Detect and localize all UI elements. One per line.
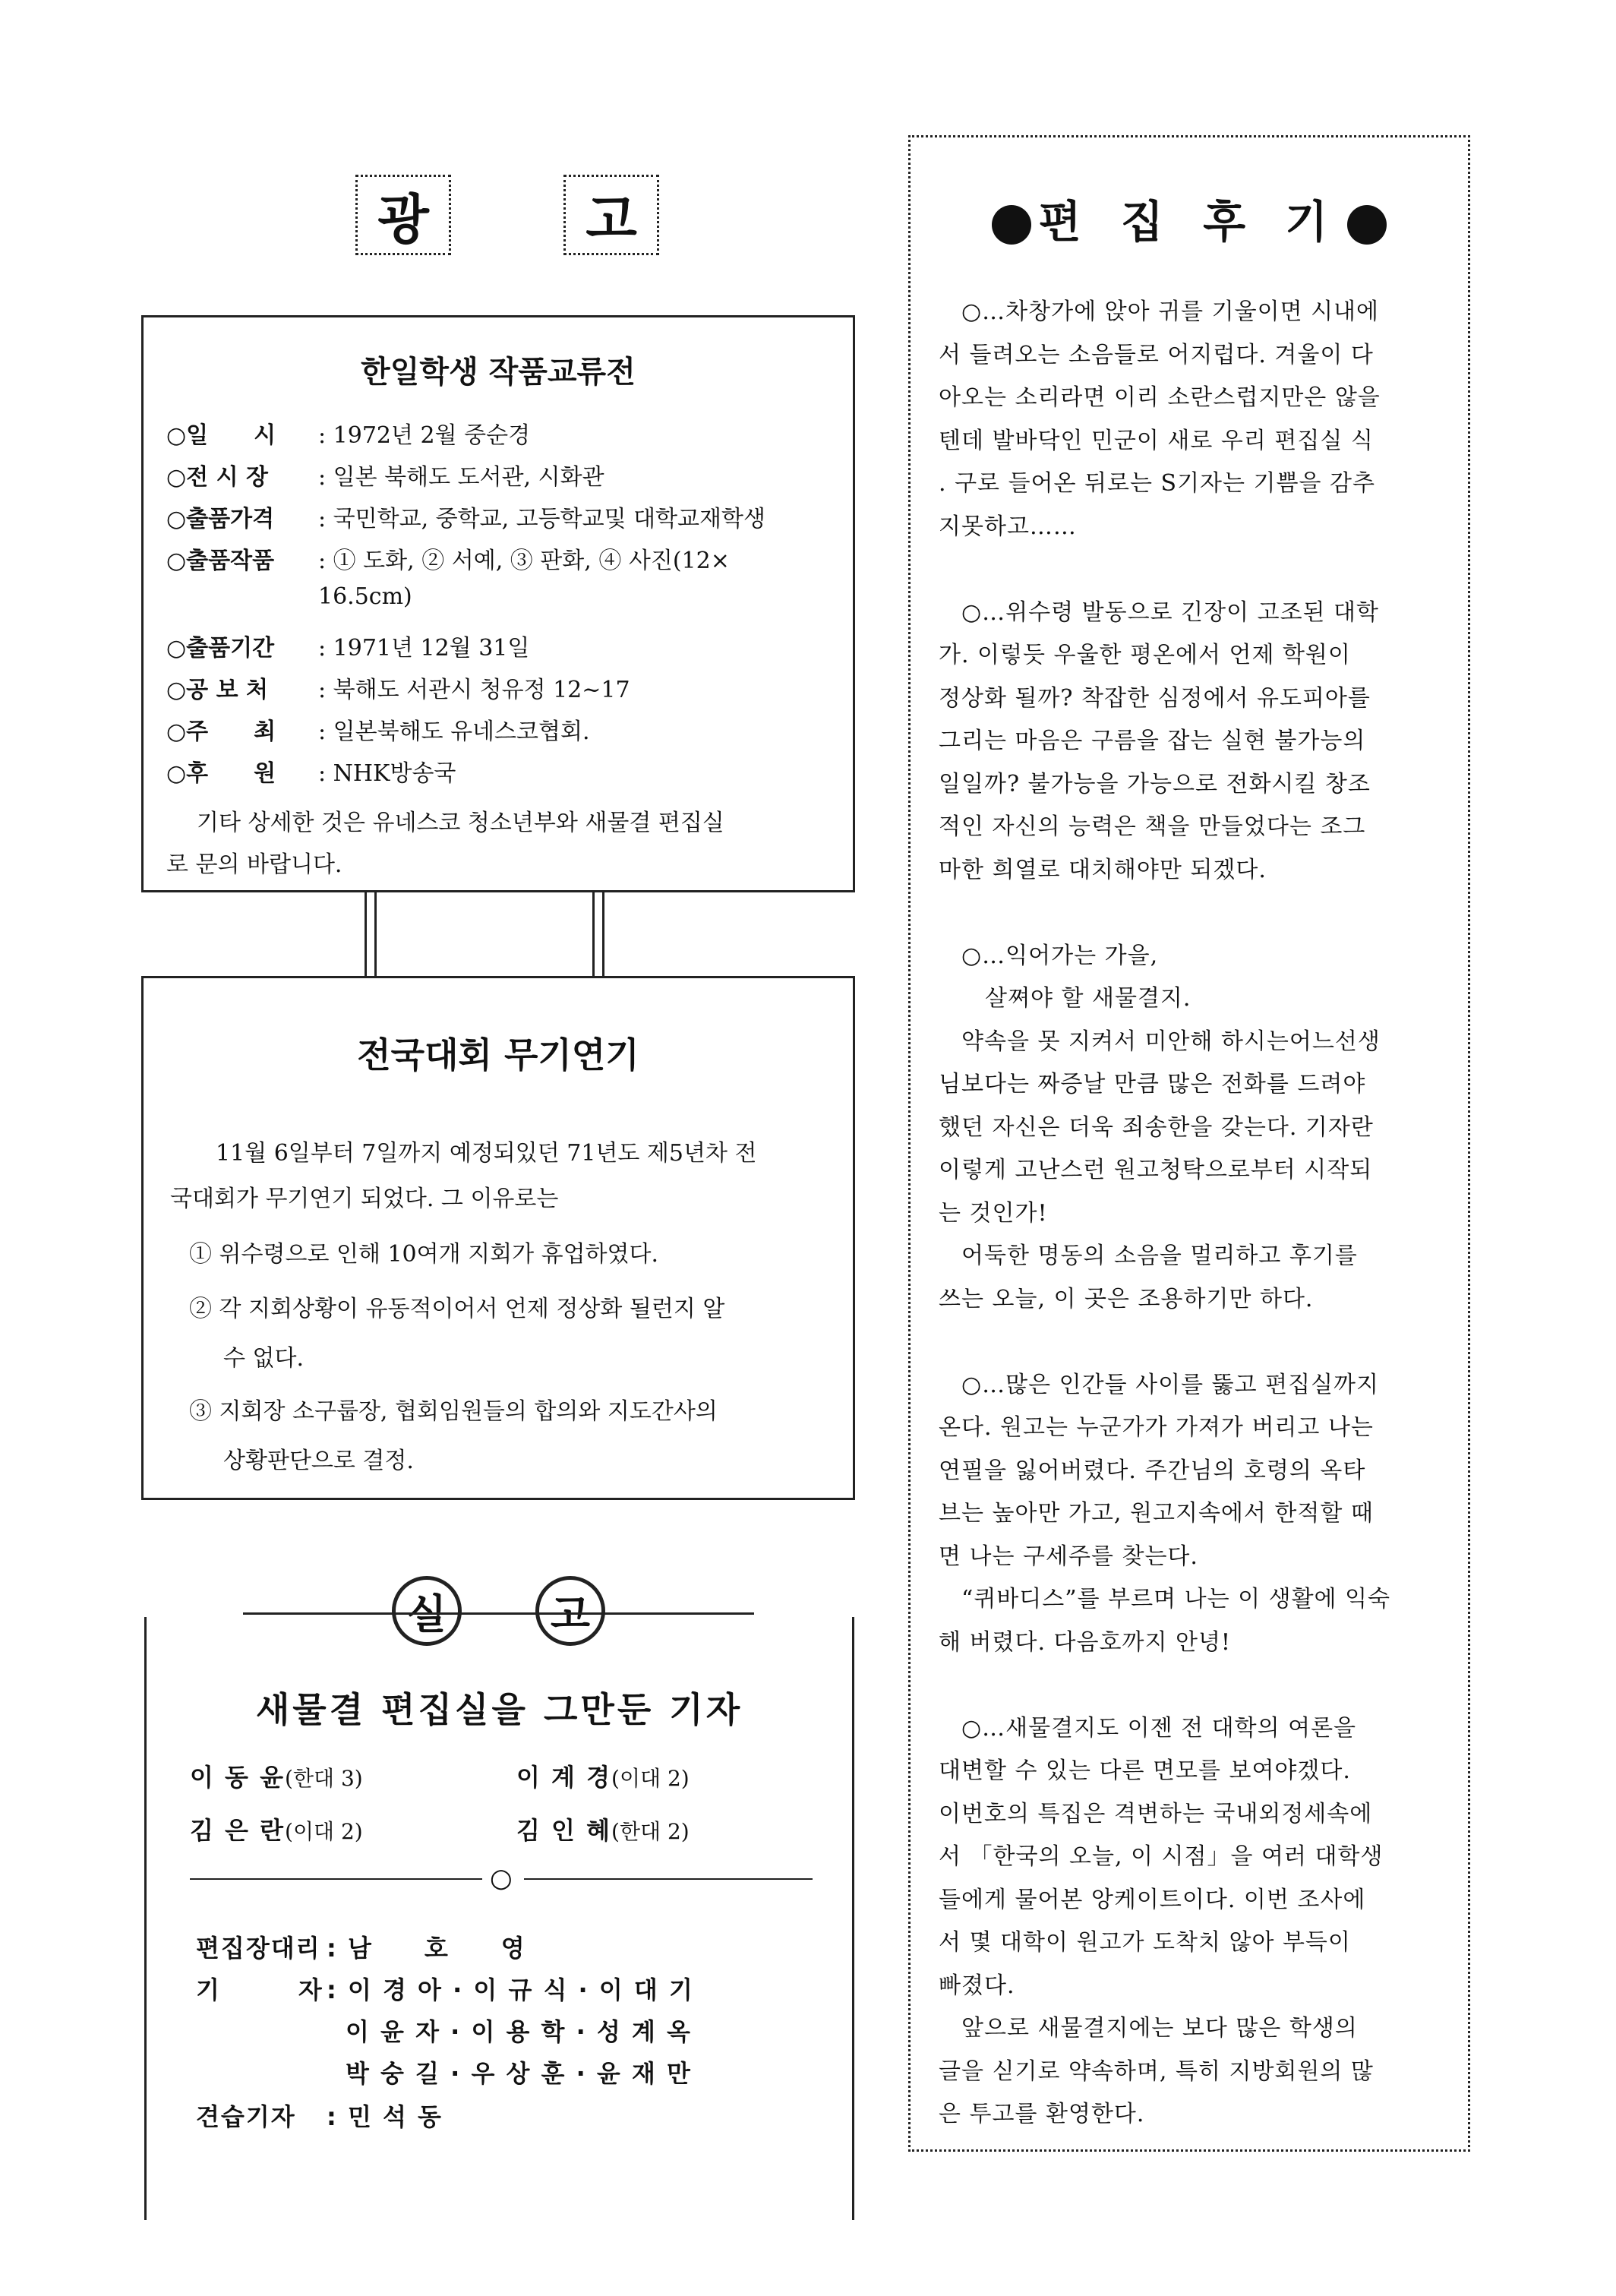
editor-notes-line: 쓰는 오늘, 이 곳은 조용하기만 하다. xyxy=(939,1286,1314,1312)
editor-notes-line: ○…위수령 발동으로 긴장이 고조된 대학 xyxy=(961,599,1380,626)
exhibition-row xyxy=(166,629,529,662)
editor-notes-line: 앞으로 새물결지에는 보다 많은 학생의 xyxy=(961,2015,1358,2042)
exhibition-row-value: : 1971년 12월 31일 xyxy=(318,635,530,662)
editor-notes-line: 이번호의 특집은 격변하는 국내외정세속에 xyxy=(939,1801,1373,1827)
exhibition-note-line-2: 로 문의 바랍니다. xyxy=(166,851,342,878)
editor-notes-line: 글을 싣기로 약속하며, 특히 지방회원의 많 xyxy=(939,2058,1374,2085)
box-connector-left xyxy=(365,892,377,976)
silgo-title: 새물결 편집실을 그만둔 기자 xyxy=(255,1689,743,1730)
former-reporter-1-name: 이 동 윤 xyxy=(190,1763,286,1792)
silgo-frame-gap-right xyxy=(754,1612,854,1617)
former-reporter-4 xyxy=(516,1811,690,1846)
staff-names-1: : 남 호 영 xyxy=(327,1934,526,1963)
silgo-char-1: 실 xyxy=(392,1576,462,1646)
exhibition-row-label: ○일 시 xyxy=(166,422,276,449)
editor-notes-line: ○…차창가에 앉아 귀를 기울이면 시내에 xyxy=(961,298,1380,325)
editor-notes-line: 온다. 원고는 누군가가 가져가 버리고 나는 xyxy=(939,1414,1374,1441)
editor-notes-line: 어둑한 명동의 소음을 멀리하고 후기를 xyxy=(961,1243,1358,1269)
box-connector-right xyxy=(592,892,604,976)
editor-notes-line: ○…많은 인간들 사이를 뚫고 편집실까지 xyxy=(961,1372,1380,1398)
exhibition-row-label: ○출품기간 xyxy=(166,635,275,662)
exhibition-row xyxy=(166,500,765,533)
editor-notes-line: 텐데 발바닥인 민군이 새로 우리 편집실 식 xyxy=(939,428,1374,454)
staff-names-3: 이 윤 자 · 이 용 학 · 성 계 옥 xyxy=(346,2017,692,2046)
exhibition-row-label: ○공 보 처 xyxy=(166,677,269,703)
silgo-char-2: 고 xyxy=(535,1576,605,1646)
editor-notes-title xyxy=(908,186,1470,250)
exhibition-row-label: ○전 시 장 xyxy=(166,464,269,491)
exhibition-row-value: : 1972년 2월 중순경 xyxy=(318,422,531,449)
former-reporter-4-info: (한대 2) xyxy=(611,1819,690,1844)
staff-role-2: 기 자 xyxy=(196,1975,324,2004)
editor-notes-line: 약속을 못 지켜서 미안해 하시는어느선생 xyxy=(961,1028,1381,1055)
editor-notes-line: . 구로 들어온 뒤로는 S기자는 기쁨을 감추 xyxy=(939,470,1375,497)
exhibition-row xyxy=(166,583,412,610)
exhibition-row-value: : NHK방송국 xyxy=(318,760,456,787)
former-reporter-2-name: 이 계 경 xyxy=(516,1763,612,1792)
bullet-dot-right xyxy=(1347,205,1387,245)
postponement-line-1: 11월 6일부터 7일까지 예정되있던 71년도 제5년차 전 xyxy=(216,1140,757,1167)
exhibition-row-value: 16.5cm) xyxy=(318,583,412,610)
exhibition-title: 한일학생 작품교류전 xyxy=(361,355,636,390)
former-reporter-2-info: (이대 2) xyxy=(611,1766,690,1791)
exhibition-row-label: ○주 최 xyxy=(166,718,276,745)
editor-notes-title-text: 편 집 후 기 xyxy=(1038,196,1340,248)
former-reporter-3 xyxy=(190,1811,363,1846)
former-reporter-1 xyxy=(190,1758,363,1793)
bullet-dot-left xyxy=(992,205,1031,245)
editor-notes-line: 연필을 잃어버렸다. 주간님의 호령의 옥타 xyxy=(939,1458,1366,1484)
exhibition-row-label: ○후 원 xyxy=(166,760,276,787)
former-reporter-4-name: 김 인 혜 xyxy=(516,1816,612,1845)
editor-notes-line: 빠졌다. xyxy=(939,1972,1015,1999)
exhibition-note-line-1: 기타 상세한 것은 유네스코 청소년부와 새물결 편집실 xyxy=(197,810,724,836)
staff-role-5: 견습기자 xyxy=(196,2102,296,2131)
editor-notes-line: 은 투고를 환영한다. xyxy=(939,2101,1145,2127)
postponement-line-6: ③ 지회장 소구룹장, 협회임원들의 합의와 지도간사의 xyxy=(189,1398,718,1425)
editor-notes-line: 해 버렸다. 다음호까지 안녕! xyxy=(939,1629,1231,1656)
exhibition-row xyxy=(166,712,590,746)
postponement-line-4: ② 각 지회상황이 유동적이어서 언제 정상화 될런지 알 xyxy=(189,1296,725,1322)
editor-notes-line: 는 것인가! xyxy=(939,1200,1048,1227)
exhibition-row xyxy=(166,542,730,575)
editor-notes-line: 서 몇 대학이 원고가 도착치 않아 부득이 xyxy=(939,1929,1351,1956)
editor-notes-line: 대변할 수 있는 다른 면모를 보여야겠다. xyxy=(939,1758,1351,1784)
editor-notes-line: 아오는 소리라면 이리 소란스럽지만은 않을 xyxy=(939,384,1381,411)
ad-heading-char-2: 고 xyxy=(563,175,659,255)
editor-notes-line: 마한 희열로 대치해야만 되겠다. xyxy=(939,857,1267,883)
editor-notes-line: 일일까? 불가능을 가능으로 전화시킬 창조 xyxy=(939,771,1371,797)
staff-names-5: : 민 석 동 xyxy=(327,2102,443,2131)
postponement-box xyxy=(141,976,855,1500)
editor-notes-line: 들에게 물어본 앙케이트이다. 이번 조사에 xyxy=(939,1887,1366,1913)
staff-divider-symbol: ○ xyxy=(490,1863,513,1893)
editor-notes-line: 면 나는 구세주를 찾는다. xyxy=(939,1543,1198,1570)
editor-notes-line: 님보다는 짜증날 만큼 많은 전화를 드려야 xyxy=(939,1071,1366,1097)
exhibition-row-value: : 일본 북해도 도서관, 시화관 xyxy=(318,464,604,491)
staff-names-2: : 이 경 아 · 이 규 식 · 이 대 기 xyxy=(327,1975,694,2004)
exhibition-row-value: : ① 도화, ② 서예, ③ 판화, ④ 사진(12× xyxy=(318,548,730,574)
exhibition-row-value: : 일본북해도 유네스코협회. xyxy=(318,718,590,745)
editor-notes-line: 서 들려오는 소음들로 어지럽다. 겨울이 다 xyxy=(939,342,1374,368)
exhibition-row xyxy=(166,671,630,704)
postponement-line-3: ① 위수령으로 인해 10여개 지회가 휴업하였다. xyxy=(189,1241,659,1268)
former-reporter-3-name: 김 은 란 xyxy=(190,1816,286,1845)
editor-notes-line: 그리는 마음은 구름을 잡는 실현 불가능의 xyxy=(939,728,1366,754)
editor-notes-line: 했던 자신은 더욱 죄송한을 갖는다. 기자란 xyxy=(939,1114,1374,1141)
editor-notes-line: “퀴바디스”를 부르며 나는 이 생활에 익숙 xyxy=(961,1586,1391,1612)
editor-notes-line: 브는 높아만 가고, 원고지속에서 한적할 때 xyxy=(939,1500,1374,1527)
editor-notes-line: 이렇게 고난스런 원고청탁으로부터 시작되 xyxy=(939,1157,1373,1183)
postponement-line-2: 국대회가 무기연기 되었다. 그 이유로는 xyxy=(170,1186,559,1212)
former-reporter-2 xyxy=(516,1758,690,1793)
former-reporter-1-info: (한대 3) xyxy=(285,1766,363,1791)
editor-notes-line: 서 「한국의 오늘, 이 시점」을 여러 대학생 xyxy=(939,1843,1384,1870)
editor-notes-line: 지못하고…… xyxy=(939,513,1077,540)
editor-notes-line: 가. 이렇듯 우울한 평온에서 언제 학원이 xyxy=(939,642,1351,668)
editor-notes-line: 정상화 될까? 착잡한 심정에서 유도피아를 xyxy=(939,685,1371,712)
exhibition-row xyxy=(166,458,604,491)
exhibition-box xyxy=(141,315,855,892)
exhibition-row-value: : 국민학교, 중학교, 고등학교및 대학교재학생 xyxy=(318,506,765,532)
editor-notes-line: 적인 자신의 능력은 책을 만들었다는 조그 xyxy=(939,813,1366,840)
editor-notes-line: 살쪄야 할 새물결지. xyxy=(961,985,1191,1012)
exhibition-row xyxy=(166,754,456,788)
exhibition-row-label: ○출품작품 xyxy=(166,548,275,574)
staff-divider-right xyxy=(524,1878,813,1880)
editor-notes-line: ○…새물결지도 이젠 전 대학의 여론을 xyxy=(961,1715,1357,1742)
staff-role-1: 편집장대리 xyxy=(196,1934,321,1963)
exhibition-row-label: ○출품가격 xyxy=(166,506,275,532)
silgo-frame-gap-left xyxy=(144,1612,243,1617)
exhibition-row xyxy=(166,416,530,450)
staff-divider-left xyxy=(190,1878,482,1880)
postponement-line-7: 상황판단으로 결정. xyxy=(223,1448,414,1474)
former-reporter-3-info: (이대 2) xyxy=(285,1819,363,1844)
editor-notes-line: ○…익어가는 가을, xyxy=(961,943,1159,969)
postponement-title: 전국대회 무기연기 xyxy=(357,1034,639,1075)
staff-names-4: 박 숭 길 · 우 상 훈 · 윤 재 만 xyxy=(346,2059,692,2088)
ad-heading-char-1: 광 xyxy=(355,175,451,255)
exhibition-row-value: : 북해도 서관시 청유정 12~17 xyxy=(318,677,630,703)
postponement-line-5: 수 없다. xyxy=(223,1345,305,1372)
